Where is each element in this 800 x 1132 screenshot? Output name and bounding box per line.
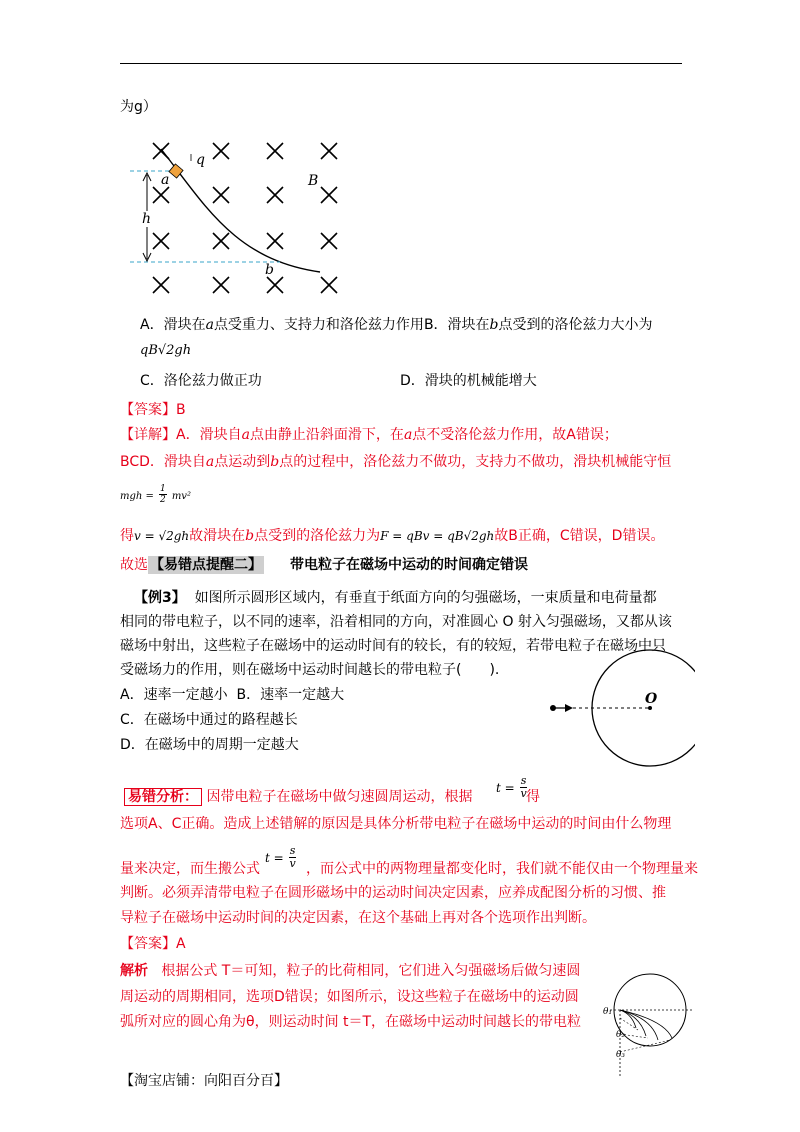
- footer-shop: 【淘宝店铺：向阳百分百】: [120, 1073, 288, 1089]
- detail-line-4: 得v = √2gh故滑块在b点受到的洛伦兹力为F = qBv = qB√2gh故B正确，C错误，D错误。: [120, 528, 665, 544]
- analysis-label: 易错分析：: [124, 788, 202, 806]
- example-line-4: 受磁场力的作用，则在磁场中运动时间越长的带电粒子( ).: [120, 662, 500, 678]
- figure-magnetic-incline: [125, 135, 355, 300]
- analysis-line-1: 易错分析： 因带电粒子在磁场中做匀速圆周运动，根据: [124, 788, 472, 806]
- example-line-3: 磁场中射出，这些粒子在磁场中的运动时间有的较长，有的较短，若带电粒子在磁场中只: [120, 638, 666, 654]
- answer-1: 【答案】B: [120, 402, 186, 418]
- option-c: C．洛伦兹力做正功: [140, 373, 262, 389]
- figure-circular-field: [545, 645, 695, 770]
- label-q: q: [196, 152, 205, 168]
- option-d: D．滑块的机械能增大: [400, 373, 537, 389]
- label-B: B: [308, 173, 319, 189]
- analysis-line-2: 选项A、C正确。造成上述错解的原因是具体分析带电粒子在磁场中运动的时间由什么物理: [120, 816, 672, 832]
- option-b-formula: qB√2gh: [140, 343, 192, 358]
- detail-line-2: BCD．滑块自a点运动到b点的过程中，洛伦兹力不做功，支持力不做功，滑块机械能守恒: [120, 454, 672, 470]
- example-option-d: D．在磁场中的周期一定越大: [120, 737, 299, 753]
- formula-t-s-v-1: t = $\frac{s}{v}$: [496, 774, 527, 800]
- solution-line-2: 周运动的周期相同，选项D错误；如图所示，设这些粒子在磁场中的运动圆: [120, 989, 579, 1005]
- section-subtitle: 带电粒子在磁场中运动的时间确定错误: [290, 557, 528, 573]
- field-circle: [592, 650, 695, 766]
- label-theta1: θ₁: [603, 1007, 613, 1017]
- analysis-line-1-end: 得: [526, 789, 540, 805]
- label-O: O: [645, 691, 658, 707]
- analysis-line-5: 导粒子在磁场中运动时间的决定因素，在这个基础上再对各个选项作出判断。: [120, 910, 596, 926]
- label-h: h: [142, 211, 152, 227]
- header-rule: [120, 63, 682, 64]
- label-theta3: θ₃: [616, 1050, 626, 1060]
- analysis-line-4: 判断。必须弄清带电粒子在圆形磁场中的运动时间决定因素，应养成配图分析的习惯、推: [120, 885, 666, 901]
- label-a: a: [161, 172, 170, 188]
- example-option-ab: A．速率一定越小 B．速率一定越大: [120, 687, 345, 703]
- label-theta2: θ₂: [616, 1030, 626, 1040]
- answer-2: 【答案】A: [120, 936, 186, 952]
- example-line-1: 【例3】 如图所示圆形区域内，有垂直于纸面方向的匀强磁场，一束质量和电荷量都: [134, 590, 657, 606]
- analysis-line-3: 量来决定，而生搬公式 ，而公式中的两物理量都变化时，我们就不能仅由一个物理量来: [120, 861, 698, 877]
- option-a: A．滑块在a点受重力、支持力和洛伦兹力作用B．滑块在b点受到的洛伦兹力大小为: [140, 317, 653, 333]
- incline-curve: [161, 149, 320, 272]
- example-line-2: 相同的带电粒子，以不同的速率，沿着相同的方向，对准圆心 O 射入匀强磁场，又都从该: [120, 614, 672, 630]
- label-b: b: [265, 262, 274, 278]
- example-option-c: C．在磁场中通过的路程越长: [120, 712, 298, 728]
- formula-t-s-v-2: t = $\frac{s}{v}$: [265, 844, 296, 870]
- section-title: 【易错点提醒二】: [150, 557, 262, 573]
- solution-line-1: 解析 根据公式 T＝可知，粒子的比荷相同，它们进入匀强磁场后做匀速圆: [120, 963, 581, 979]
- solution-line-3: 弧所对应的圆心角为θ，则运动时间 t＝T，在磁场中运动时间越长的带电粒: [120, 1014, 582, 1030]
- figure-arcs: [600, 972, 695, 1077]
- intro-text: 为g）: [120, 99, 157, 115]
- detail-line-1: 【详解】A．滑块自a点由静止沿斜面滑下，在a点不受洛伦兹力作用，故A错误；: [120, 427, 618, 443]
- energy-equation: mgh = $\frac{1}{2}$ mv²: [120, 484, 191, 505]
- section-heading: 故选 【易错点提醒二】 带电粒子在磁场中运动的时间确定错误: [120, 557, 528, 573]
